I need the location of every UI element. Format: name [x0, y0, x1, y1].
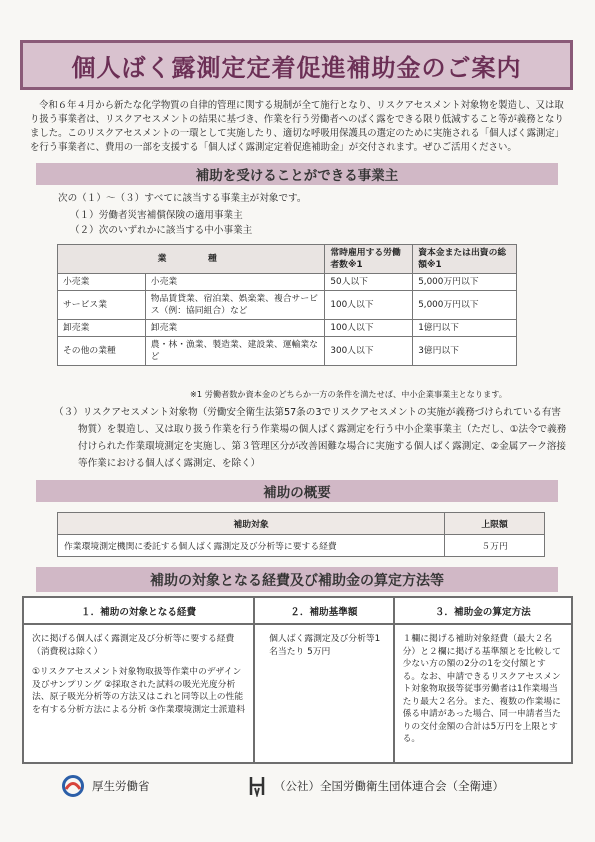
page-title: 個人ばく露測定定着促進補助金のご案内 [71, 53, 522, 82]
row-capital: 5,000万円以下 [413, 274, 517, 291]
eligible-costs-body: 次に掲げる個人ばく露測定及び分析等に要する経費（消費税は除く） [32, 634, 235, 657]
section-heading-calculation [36, 567, 558, 592]
calculation-method-body: １欄に掲げる補助対象経費（最大２名分）と２欄に掲げる基準額とを比較して少ない方の額の2分の1を交付額とする。なお、申請できるリスクアセスメント対象物取扱等従事労働者は1作業場当たり最大２名分。また、複数の作業場に係る申請があった場合、同一申請者当たりの交付金額の合計は5万円を上限とする。 [402, 634, 561, 744]
row-category: その他の業種 [58, 337, 146, 366]
header-base-amount: ２．補助基準額 [254, 597, 394, 624]
section-heading-text: 補助の概要 [263, 485, 331, 501]
ministry-name: 厚生労働省 [92, 779, 150, 793]
row-category: 小売業 [58, 274, 146, 291]
calculation-table [22, 596, 573, 764]
row-workers: 300人以下 [325, 337, 413, 366]
row-workers: 50人以下 [325, 274, 413, 291]
table-header-row [58, 245, 517, 274]
footer-association [248, 775, 504, 797]
footer-ministry [62, 775, 150, 797]
association-logo-icon [248, 775, 266, 797]
row-capital: 5,000万円以下 [413, 291, 517, 320]
header-capital: 資本金または出資の総額※1 [413, 245, 517, 274]
eligibility-item-3-text: （３）リスクアセスメント対象物（労働安全衛生法第57条の3でリスクアセスメントの実施が義務づけられている有害物質）を製造し、又は取り扱う作業を行う作業場の個人ばく露測定を行う中小企業事業主（ただし、①法令で義務付けられた作業環境測定を実施し、第３管理区分が改善困難な場合に実施する個人ばく露測定、②金属アーク溶接等作業における個人ばく露測定、を除く） [54, 407, 567, 469]
eligibility-item-3 [54, 404, 569, 472]
table-header-row [23, 597, 572, 624]
section-heading-text: 補助を受けることができる事業主 [195, 168, 399, 184]
table-row [58, 274, 517, 291]
subsidy-summary-table [57, 512, 545, 557]
table-row [58, 320, 517, 337]
eligible-costs-list: ①リスクアセスメント対象物取扱等作業中のデザイン及びサンプリング ②採取された試料の吸光光度分析法、原子吸光分析等の方法又はこれと同等以上の性能を有する分析方法による分析 ③作業環境測定士派遣料 [32, 667, 246, 715]
table-header-row [58, 513, 545, 535]
row-detail: 物品賃貸業、宿泊業、娯楽業、複合サービス（例：協同組合）など [145, 291, 325, 320]
eligible-costs-cell [23, 624, 254, 763]
association-name: （公社）全国労働衛生団体連合会（全衛連） [274, 779, 504, 793]
row-workers: 100人以下 [325, 291, 413, 320]
table-footnote: ※1 労働者数か資本金のどちらか一方の条件を満たせば、中小企業事業主となります。 [190, 389, 507, 399]
table-row [58, 291, 517, 320]
intro-paragraph: 令和６年４月から新たな化学物質の自律的管理に関する規制が全て施行となり、リスクアセスメント対象物を製造し、又は取り扱う事業者は、リスクアセスメントの結果に基づき、作業を行う労働者へのばく露をできる限り低減すること等が義務となりました。このリスクアセスメントの一環として実施したり、適切な呼吸用保護具の選定のために実施される「個人ばく露測定」を行う事業者に、費用の一部を支援する「個人ばく露測定定着促進補助金」が交付されます。ぜひご活用ください。 [30, 100, 565, 153]
mhlw-logo-icon [62, 775, 84, 797]
table-row [58, 337, 517, 366]
section-heading-text: 補助の対象となる経費及び補助金の算定方法等 [150, 572, 444, 589]
header-limit: 上限額 [445, 513, 545, 535]
row-detail: 農・林・漁業、製造業、建設業、運輸業など [145, 337, 325, 366]
row-category: 卸売業 [58, 320, 146, 337]
header-calculation-method: ３．補助金の算定方法 [394, 597, 572, 624]
section-heading-summary [36, 480, 558, 502]
table-row [23, 624, 572, 763]
eligibility-item-1: （１）労働者災害補償保険の適用事業主 [70, 210, 243, 221]
eligibility-item-2: （２）次のいずれかに該当する中小事業主 [70, 225, 253, 236]
base-amount-body: 個人ばく露測定及び分析等1名当たり 5万円 [269, 634, 381, 657]
title-banner [20, 40, 573, 90]
eligibility-lead: 次の（１）～（３）すべてに該当する事業主が対象です。 [58, 193, 307, 204]
base-amount-cell [254, 624, 394, 763]
header-workers: 常時雇用する労働者数※1 [325, 245, 413, 274]
row-capital: 3億円以下 [413, 337, 517, 366]
row-detail: 小売業 [145, 274, 325, 291]
summary-target: 作業環境測定機関に委託する個人ばく露測定及び分析等に要する経費 [58, 535, 445, 557]
table-row [58, 535, 545, 557]
row-category: サービス業 [58, 291, 146, 320]
row-detail: 卸売業 [145, 320, 325, 337]
header-target: 補助対象 [58, 513, 445, 535]
section-heading-eligibility [36, 163, 558, 185]
summary-limit: ５万円 [445, 535, 545, 557]
calculation-method-cell [394, 624, 572, 763]
header-industry: 業 種 [58, 245, 325, 274]
row-workers: 100人以下 [325, 320, 413, 337]
row-capital: 1億円以下 [413, 320, 517, 337]
header-eligible-costs: １．補助の対象となる経費 [23, 597, 254, 624]
sme-criteria-table [57, 244, 517, 366]
